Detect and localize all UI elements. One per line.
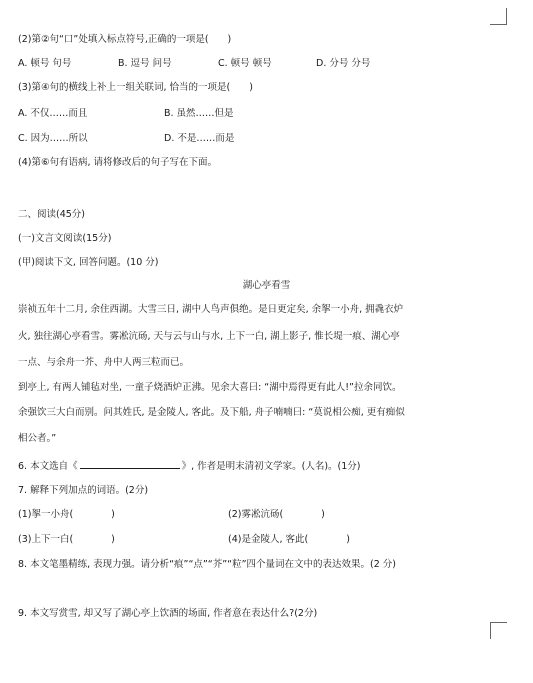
question-8: 8. 本文笔墨精练, 表现力强。请分析“痕”“点”“芥”“粒”四个量词在文中的表达效果。(2 分) bbox=[18, 559, 396, 570]
q7-item-1: (1)挐一小舟( ) bbox=[18, 509, 115, 520]
passage-line: 相公者。” bbox=[18, 433, 57, 444]
passage-title: 湖心亭看雪 bbox=[242, 280, 291, 291]
passage-line: 火, 独往湖心亭看雪。雾凇沆砀, 天与云与山与水, 上下一白, 湖上影子, 惟长堤一痕、湖心亭 bbox=[18, 331, 400, 342]
q2-option-c: C. 顿号 顿号 bbox=[218, 58, 272, 69]
question-3: (3)第④句的横线上补上一组关联词, 恰当的一项是( ) bbox=[18, 82, 253, 93]
section-heading: 二、阅读(45分) bbox=[18, 209, 86, 220]
q2-option-d: D. 分号 分号 bbox=[316, 58, 371, 69]
q3-option-a: A. 不仅……而且 bbox=[18, 108, 88, 119]
q2-option-b: B. 逗号 问号 bbox=[118, 58, 172, 69]
passage-line: 到亭上, 有两人铺毡对坐, 一童子烧酒炉正沸。见余大喜曰: “湖中焉得更有此人!”拉余同饮。 bbox=[18, 382, 402, 393]
q3-option-d: D. 不是……而是 bbox=[164, 133, 235, 144]
question-2: (2)第②句“口”处填入标点符号,正确的一项是( ) bbox=[18, 34, 232, 45]
q6-text-before: 6. 本文选自《 bbox=[18, 461, 78, 472]
subsection-a-heading: (甲)阅读下文, 回答问题。(10 分) bbox=[18, 257, 159, 268]
answer-blank[interactable] bbox=[80, 458, 180, 469]
q3-option-c: C. 因为……所以 bbox=[18, 133, 88, 144]
question-4: (4)第⑥句有语病, 请将修改后的句子写在下面。 bbox=[18, 157, 218, 168]
page-corner-bottom bbox=[490, 622, 507, 639]
subsection-heading: (一)文言文阅读(15分) bbox=[18, 233, 112, 244]
q7-item-4: (4)是金陵人, 客此( ) bbox=[228, 534, 350, 545]
question-6 bbox=[18, 458, 361, 474]
q2-option-a: A. 顿号 句号 bbox=[18, 58, 72, 69]
question-7: 7. 解释下列加点的词语。(2分) bbox=[18, 485, 149, 496]
q6-text-after: 》, 作者是明末清初文学家。(人名)。(1分) bbox=[181, 461, 361, 472]
passage-line: 一点、与余舟一芥、舟中人两三粒而已。 bbox=[18, 357, 190, 368]
passage-line: 余强饮三大白而别。问其姓氏, 是金陵人, 客此。及下船, 舟子喃喃曰: “莫说相公痴, 更有痴似 bbox=[18, 407, 405, 418]
q7-item-3: (3)上下一白( ) bbox=[18, 534, 115, 545]
passage-line: 崇祯五年十二月, 余住西湖。大雪三日, 湖中人鸟声俱绝。是日更定矣, 余挐一小舟, 拥毳衣炉 bbox=[18, 304, 404, 315]
question-9: 9. 本文写赏雪, 却又写了湖心亭上饮酒的场面, 作者意在表达什么?(2分) bbox=[18, 608, 318, 619]
q3-option-b: B. 虽然……但是 bbox=[164, 108, 234, 119]
q7-item-2: (2)雾凇沆砀( ) bbox=[228, 509, 325, 520]
page-corner-top bbox=[490, 8, 507, 25]
